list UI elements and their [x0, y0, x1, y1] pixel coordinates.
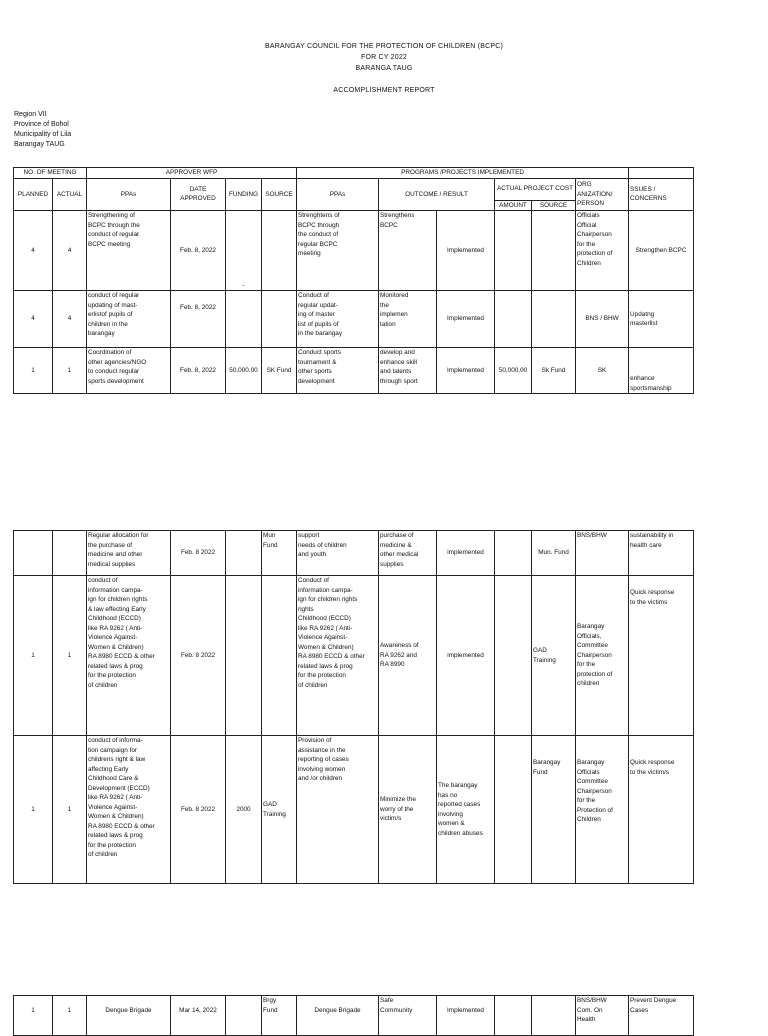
header-source: SOURCE [262, 178, 297, 211]
header-planned: PLANNED [14, 178, 53, 211]
cell-ppa-implemented: Conduct of information campa- ign for children rights rights Childhood (ECCD) like RA 9262 ( Anti- Violence Against- Women & Children) RA 8980 ECCD & other related laws & prog for the protection of children [297, 576, 379, 736]
cell-funding [226, 576, 262, 736]
accomplishment-table-3 [13, 995, 694, 1036]
header-date-approved: DATE APPROVED [171, 178, 226, 211]
cell-date: Feb. 8 2022 [171, 736, 226, 884]
cell-source: GAD Training [262, 736, 297, 884]
cell-date: Feb. 8, 2022 [171, 211, 226, 291]
cell-organization: BNS/BHW [576, 531, 629, 576]
cell-ppa: Regular allocation for the purchase of medicine and other medical supplies [87, 531, 171, 576]
cell-outcome: Minimize the worry of the victim/s [379, 736, 437, 884]
cell-amount [495, 996, 532, 1036]
cell-result: The barangay has no reported cases involving women & children abuses [437, 736, 495, 884]
cell-issues: Quick response to the victims [629, 576, 694, 736]
cell-funding [226, 996, 262, 1036]
cell-outcome: Awareness of RA 9262 and RA 8990 [379, 576, 437, 736]
cell-outcome: Strengthens BCPC [379, 211, 437, 291]
cell-result: implemented [437, 576, 495, 736]
cell-organization: Barangay Officials, Committee Chairperson for the protection of children [576, 576, 629, 736]
cell-result: Implemented [437, 211, 495, 291]
header-approved-wfp: APPROVER WFP [87, 168, 297, 179]
cell-outcome: Monitored the implemen tation [379, 291, 437, 348]
cell-source [262, 576, 297, 736]
cell-ppa: Coordination of other agencies/NGO to conduct regular sports development [87, 348, 171, 394]
cell-amount [495, 531, 532, 576]
cell-organization: BNS/BHW Com. On Health [576, 996, 629, 1036]
cell-planned: 1 [14, 736, 53, 884]
province-label: Province of Bohol [14, 121, 69, 128]
cell-actual [53, 531, 87, 576]
region-label: Region VII [14, 111, 47, 118]
header-amount: AMOUNT [495, 200, 532, 211]
cell-organization: BNS / BHW [576, 291, 629, 348]
cell-funding: 2000 [226, 736, 262, 884]
cell-cost-source: Sk Fund [532, 348, 576, 394]
header-organization: ORG ANIZATION/ PERSON [576, 178, 629, 211]
header-issues: SSUES / CONCERNS [629, 178, 694, 211]
cell-ppa-implemented: Dengue Brigade [297, 996, 379, 1036]
cell-cost-source: GAD Training [532, 576, 576, 736]
cell-planned: 4 [14, 291, 53, 348]
table-row [14, 211, 694, 291]
cell-amount [495, 211, 532, 291]
accomplishment-table-1 [13, 167, 694, 394]
cell-date: Feb. 8 2022 [171, 576, 226, 736]
cell-cost-source [532, 211, 576, 291]
header-ppas-implemented: PPAs [297, 178, 379, 211]
cell-result: Implemented [437, 291, 495, 348]
cell-issues: enhance sportsmanship [629, 348, 694, 394]
cell-ppa: Dengue Brigade [87, 996, 171, 1036]
cell-ppa-implemented: Conduct of regular updat- ing of master list of pupils of in the barangay [297, 291, 379, 348]
cell-planned: 1 [14, 348, 53, 394]
cell-outcome: develop and enhance skill and talents through sport [379, 348, 437, 394]
table-row [14, 996, 694, 1036]
cell-cost-source [532, 291, 576, 348]
cell-issues: Prevent Dengue Cases [629, 996, 694, 1036]
cell-funding [226, 531, 262, 576]
cell-funding [226, 291, 262, 348]
barangay-name: BARANGA TAUG [355, 65, 413, 72]
municipality-label: Municipality of Lila [14, 131, 72, 138]
cell-planned: 4 [14, 211, 53, 291]
cell-organization: Officials Official Chairperson for the protection of Children [576, 211, 629, 291]
header-actual-cost: ACTUAL PROJECT COST [495, 178, 576, 200]
cell-actual: 1 [53, 736, 87, 884]
cell-ppa-implemented: support needs of children and youth [297, 531, 379, 576]
cell-date: Mar 14, 2022 [171, 996, 226, 1036]
cell-ppa: conduct of information campa- ign for children rights & law effecting Early Childhood (ECCD) like RA 9262 ( Anti- Violence Against- Women & Children) RA 8980 ECCD & other related laws & prog for the protection of children [87, 576, 171, 736]
cell-source: SK Fund [262, 348, 297, 394]
cell-actual: 1 [53, 996, 87, 1036]
cell-date: Feb. 8, 2022 [171, 348, 226, 394]
cell-actual: 4 [53, 291, 87, 348]
cell-date: Feb. 8 2022 [171, 531, 226, 576]
cell-result: Implemented [437, 996, 495, 1036]
cell-amount [495, 576, 532, 736]
table-row [14, 576, 694, 736]
cell-issues: Quick response to the victim/s [629, 736, 694, 884]
header-cost-source: SOURCE [532, 200, 576, 211]
cell-actual: 1 [53, 576, 87, 736]
cell-issues: Strengthen BCPC [629, 211, 694, 291]
cell-outcome: Safe Community [379, 996, 437, 1036]
table-row [14, 531, 694, 576]
cell-amount: 50,000.00 [495, 348, 532, 394]
cell-ppa: Strengthening of BCPC through the conduct of regular BCPC meeting [87, 211, 171, 291]
cell-source: Brgy Fund [262, 996, 297, 1036]
cell-cost-source [532, 996, 576, 1036]
cell-amount [495, 291, 532, 348]
cell-issues: sustainability in health care [629, 531, 694, 576]
header-ppas: PPAs [87, 178, 171, 211]
cell-planned: 1 [14, 996, 53, 1036]
cell-ppa: conduct of regular updating of mast- erlistof pupils of children in the barangay [87, 291, 171, 348]
cell-ppa-implemented: Provision of assistance in the reporting of cases involving women and /or children [297, 736, 379, 884]
council-title: BARANGAY COUNCIL FOR THE PROTECTION OF CHILDREN (BCPC) [264, 43, 504, 50]
cell-cost-source: Mun. Fund [532, 531, 576, 576]
cell-source [262, 211, 297, 291]
barangay-label: Barangay TAUG [14, 141, 65, 148]
report-title: ACCOMPLISHMENT REPORT [333, 87, 435, 94]
cell-organization: SK [576, 348, 629, 394]
cell-actual: 1 [53, 348, 87, 394]
table-row [14, 348, 694, 394]
cell-result: implemented [437, 531, 495, 576]
header-actual: ACTUAL [53, 178, 87, 211]
header-programs: PROGRAMS /PROJECTS IMPLEMENTED [297, 168, 629, 179]
cell-outcome: purchase of medicine & other medical supplies [379, 531, 437, 576]
location-block [14, 110, 71, 150]
cell-date: Feb. 8, 2022 [171, 291, 226, 348]
header-issues-top [629, 168, 694, 179]
cell-funding: - [226, 211, 262, 291]
cell-funding: 50,000.00 [226, 348, 262, 394]
report-year: FOR CY 2022 [360, 54, 408, 61]
cell-amount [495, 736, 532, 884]
table-row [14, 291, 694, 348]
header-outcome: OUTCOME / RESULT [379, 178, 495, 211]
cell-source: Mun Fund [262, 531, 297, 576]
cell-ppa-implemented: Strenghtens of BCPC through the conduct of regular BCPC meeting [297, 211, 379, 291]
cell-organization: Barangay Officials Committee Chairperson for the Protection of Children [576, 736, 629, 884]
header-no-meeting: NO. OF MEETING [14, 168, 87, 179]
cell-source [262, 291, 297, 348]
header-funding: FUNDING [226, 178, 262, 211]
cell-ppa: conduct of informa- tion campaign for childrens right & law affecting Early Childhood Care & Development (ECCD) like RA 9262 ( Anti- Violence Against- Women & Children) RA 8980 ECCD & other related laws & prog for the protection of children [87, 736, 171, 884]
accomplishment-table-2 [13, 530, 694, 884]
cell-result: Implemented [437, 348, 495, 394]
cell-ppa-implemented: Conduct sports tournament & other sports development [297, 348, 379, 394]
cell-actual: 4 [53, 211, 87, 291]
cell-planned: 1 [14, 576, 53, 736]
table-row [14, 736, 694, 884]
cell-planned [14, 531, 53, 576]
cell-cost-source: Barangay Fund [532, 736, 576, 884]
cell-issues: Updatng masterlist [629, 291, 694, 348]
